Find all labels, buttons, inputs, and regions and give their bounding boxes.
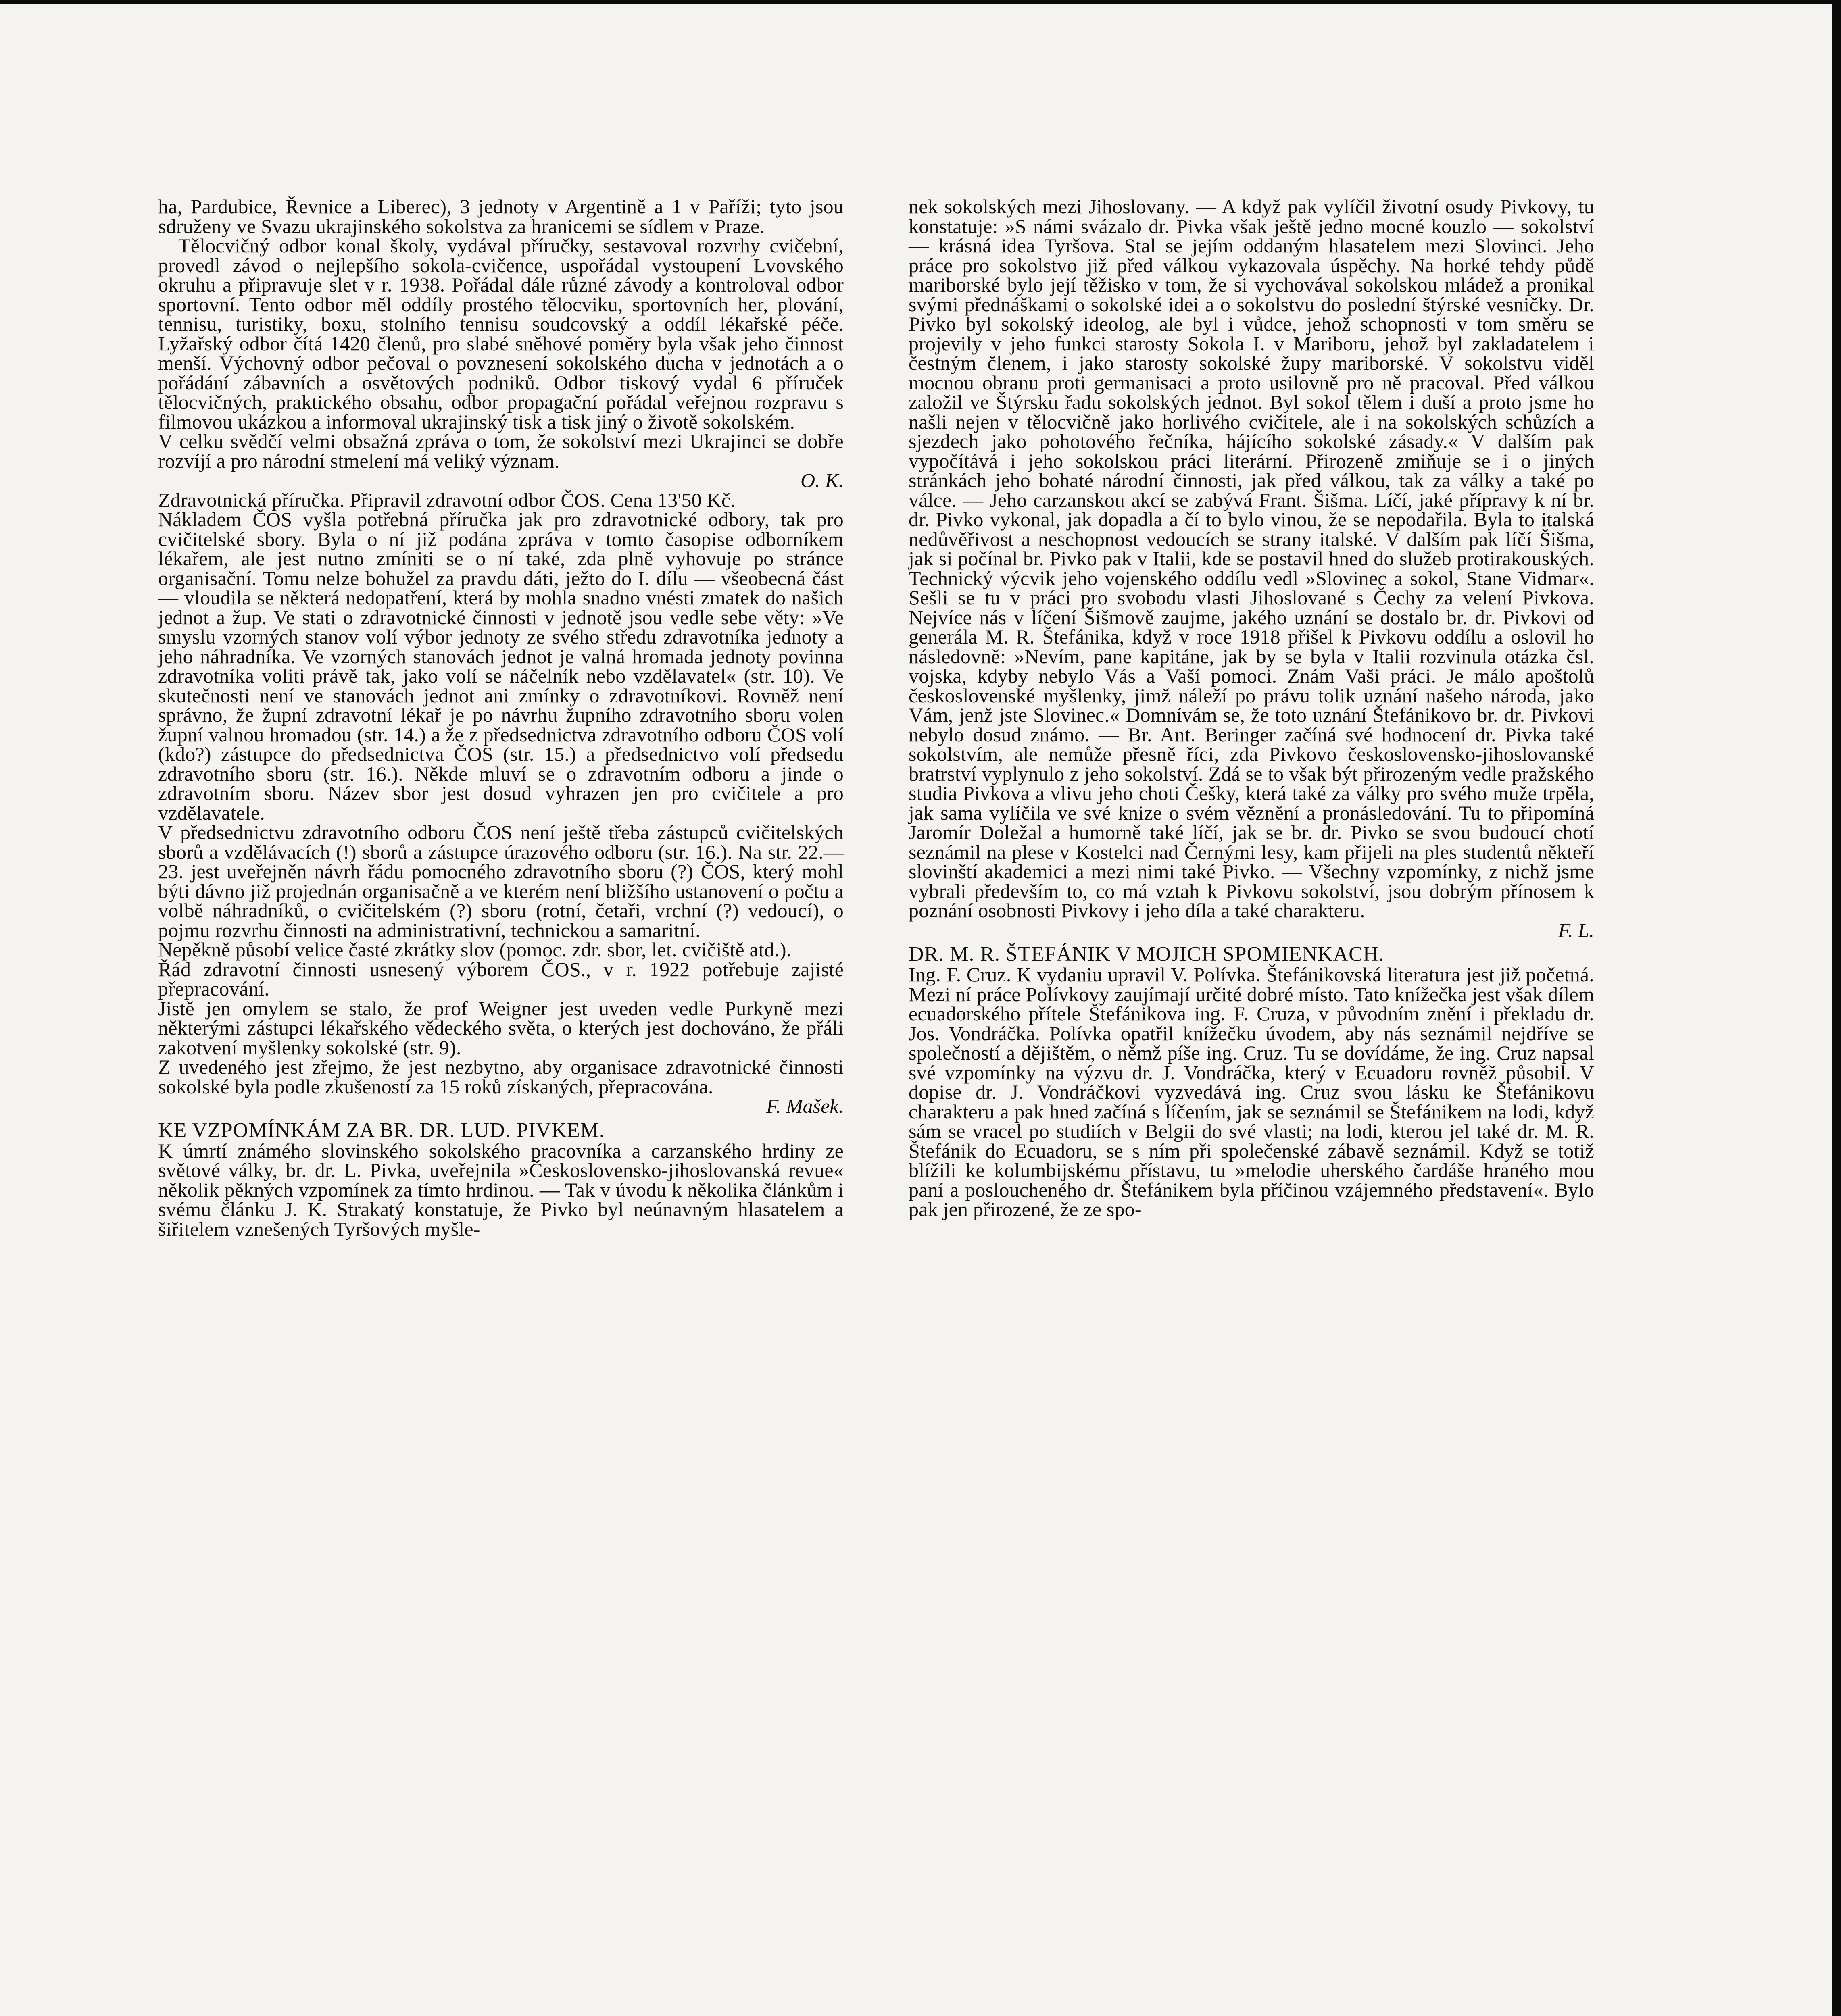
paragraph: Nákladem ČOS vyšla potřebná příručka jak pro zdravotnické odbory, tak pro cvičitelské sbory. Byla o ní již podána zpráva v tomto časopise odborníkem lékařem, ale jest nutno zmíniti se o ní také, zda plně vyhovuje po stránce organisační. Tomu nelze bohužel za pravdu dáti, ježto do I. dílu — všeobecná část — vloudila se některá nedopatření, která by mohla snadno vnésti zmatek do našich jednot a žup. Ve stati o zdravotnické činnosti v jednotě jsou vedle sebe věty: »Ve smyslu vzorných stanov volí výbor jednoty ze svého středu zdravotníka jednoty a jeho náhradníka. Ve vzorných stanovách jednot je valná hromada jednoty povinna zdravotníka voliti právě tak, jako volí se náčelník nebo vzdělavatel« (str. 10). Ve skutečnosti není ve stanovách jednot ani zmínky o zdravotníkovi. Rovněž není správno, že župní zdravotní lékař je po návrhu župního zdravotního sboru volen župní valnou hromadou (str. 14.) a že z předsednictva zdravotního odboru ČOS volí (kdo?) zástupce do předsednictva ČOS (str. 15.) a předsednictvo volí předsedu zdravotního sboru (str. 16.). Někde mluví se o zdravotním odboru a jinde o zdravotním sboru. Název sbor jest dosud vyhrazen jen pro cvičitele a pro vzdělavatele. — [158, 508, 844, 824]
paragraph: Ing. F. Cruz. K vydaniu upravil V. Polívka. Štefánikovská literatura jest již početná. Mezi ní práce Polívkovy zaujímají určité dobré místo. Tato knížečka jest však dílem ecuadorského přítele Štefánikova ing. F. Cruza, v původním znění i překladu dr. Jos. Vondráčka. Polívka opatřil knížečku úvodem, aby nás seznámil nejdříve se společností a dějištěm, o němž píše ing. Cruz. Tu se dovídáme, že ing. Cruz napsal své vzpomínky na výzvu dr. J. Vondráčka, který v Ecuadoru rovněž působil. V dopise dr. J. Vondráčkovi vyzvedává ing. Cruz svou lásku ke Štefánikovu charakteru a pak hned začíná s líčením, jak se seznámil se Štefánikem na lodi, když sám se vracel po studiích v Belgii do své vlasti; na lodi, kterou jel také dr. M. R. Štefánik do Ecuadoru, se s ním při společenské zábavě seznámil. Když se totiž blížili ke kolumbijskému přístavu, tu »melodie uherského čardáše hraného mou paní a posloucheného dr. Štefánikem byla příčinou vzájemného představení«. Bylo pak jen přirozené, že ze spo- — [909, 963, 1594, 1220]
right-column — [909, 197, 1594, 1219]
paragraph: Z uvedeného jest zřejmo, že jest nezbytno, aby organisace zdravotnické činnosti sokolské byla podle zkušeností za 15 roků získaných, přepracována. — [158, 1056, 844, 1098]
author-signature: F. Mašek. — [766, 1095, 844, 1117]
paragraph: Nepěkně působí velice časté zkrátky slov (pomoc. zdr. sbor, let. cvičiště atd.). — [158, 938, 792, 961]
scan-edge-top — [0, 0, 1841, 4]
scan-edge-right — [1832, 0, 1841, 2016]
section-heading: DR. M. R. ŠTEFÁNIK V MOJICH SPOMIENKACH. — [909, 943, 1384, 966]
left-column — [158, 197, 844, 1239]
paragraph: V celku svědčí velmi obsažná zpráva o tom, že sokolství mezi Ukrajinci se dobře rozvíjí a pro národní stmelení má veliký význam. — [158, 430, 844, 472]
paragraph: ha, Pardubice, Řevnice a Liberec), 3 jednoty v Argentině a 1 v Paříži; tyto jsou sdruženy ve Svazu ukrajinského sokolstva za hranicemi se sídlem v Praze. — [158, 195, 844, 237]
paragraph: Jistě jen omylem se stalo, že prof Weigner jest uveden vedle Purkyně mezi některými zástupci lékařského vědeckého světa, o kterých jest dochováno, že přáli zakotvení myšlenky sokolské (str. 9). — [158, 997, 844, 1059]
paragraph: nek sokolských mezi Jihoslovany. — A když pak vylíčil životní osudy Pivkovy, tu konstatuje: »S námi svázalo dr. Pivka však ještě jedno mocné kouzlo — sokolství — krásná idea Tyršova. Stal se jejím oddaným hlasatelem mezi Slovinci. Jeho práce pro sokolstvo již před válkou vykazovala úspěchy. Na horké tehdy půdě mariborské bylo její těžisko v tom, že si vychovával sokolskou mládež a pronikal svými přednáškami o sokolské idei a o sokolstvu do poslední štýrské vesničky. Dr. Pivko byl sokolský ideolog, ale byl i vůdce, jehož schopnosti v tom směru se projevily v jeho funkci starosty Sokola I. v Mariboru, jehož byl zakladatelem i čestným členem, i jako starosty sokolské župy mariborské. V sokolstvu viděl mocnou obranu proti germanisaci a proto usilovně pro ně pracoval. Před válkou založil ve Štýrsku řadu sokolských jednot. Byl sokol tělem i duší a proto jsme ho našli nejen v tělocvičně jako horlivého cvičitele, ale i na sokolských schůzích a sjezdech jako pohotového řečníka, hájícího sokolské zásady.« V dalším pak vypočítává i jeho sokolskou práci literární. Přirozeně zmiňuje se i o jiných stránkách jeho bohaté národní činnosti, jak před válkou, tak za války a také po válce. — Jeho carzanskou akcí se zabývá Frant. Šišma. Líčí, jaké přípravy k ní br. dr. Pivko vykonal, jak dopadla a čí to bylo vinou, že se nepodařila. Byla to italská nedůvěřivost a neschopnost vedoucích se strany italské. V dalším pak líčí Šišma, jak si počínal br. Pivko pak v Italii, kde se postavil hned do služeb protirakouských. Technický výcvik jeho vojenského oddílu vedl »Slovinec a sokol, Stane Vidmar«. Sešli se tu v práci pro svobodu vlasti Jihoslované s Čechy za velení Pivkova. Nejvíce nás v líčení Šišmově zaujme, jakého uznání se dostalo br. dr. Pivkovi od generála M. R. Štefánika, když v roce 1918 přišel k Pivkovu oddílu a oslovil ho následovně: »Nevím, pane kapitáne, jak by se byla v Italii rozvinula otázka čsl. vojska, kdyby nebylo Vás a Vaší pomoci. Znám Vaši práci. Je málo apoštolů československé myšlenky, jimž náleží po právu tolik uznání našeho národa, jako Vám, jenž jste Slovinec.« Domnívám se, že toto uznání Štefánikovo br. dr. Pivkovi nebylo dosud známo. — Br. Ant. Beringer začíná své hodnocení dr. Pivka také sokolstvím, ale nemůže přesně říci, zda Pivkovo československo-jihoslovanské bratrství vyplynulo z jeho sokolství. Zdá se to však být přirozeným vedle pražského studia Pivkova a vlivu jeho choti Češky, která také za války pro svého muže trpěla, jak sama vylíčila ve své knize o svém věznění a pronásledování. Tu to připomíná Jaromír Doležal a humorně také líčí, jak se br. dr. Pivko se svou budoucí chotí seznámil na plese v Kostelci nad Černými lesy, kam přijeli na ples studentů někteří slovinští akademici a mezi nimi také Pivko. — Všechny vzpomínky, z nichž jsme vybrali především to, co má vztah k Pivkovu sokolství, jsou dobrým přínosem k poznání osobnosti Pivkovy i jeho díla a také charakteru. — [909, 195, 1594, 922]
paragraph: K úmrtí známého slovinského sokolského pracovníka a carzanského hrdiny ze světové války, br. dr. L. Pivka, uveřejnila »Československo-jihoslovanská revue« několik pěkných vzpomínek za tímto hrdinou. — Tak v úvodu k několika článkům i svému článku J. K. Strakatý konstatuje, že Pivko byl neúnavným hlasatelem a šiřitelem vznešených Tyršových myšle- — [158, 1139, 844, 1240]
paragraph: Tělocvičný odbor konal školy, vydával příručky, sestavoval rozvrhy cvičební, provedl závod o nejlepšího sokola-cvičence, uspořádal vystoupení Lvovského okruhu a připravuje slet v r. 1938. Pořádal dále různé závody a kontroloval odbor sportovní. Tento odbor měl oddíly prostého tělocviku, sportovních her, plování, tennisu, turistiky, boxu, stolního tennisu soudcovský a oddíl lékařské péče. Lyžařský odbor čítá 1420 členů, pro slabé sněhové poměry byla však jeho činnost menší. Výchovný odbor pečoval o povznesení sokolského ducha v jednotách a o pořádání zábavních a osvětových podniků. Odbor tiskový vydal 6 příruček tělocvičných, praktického obsahu, odbor propagační pořádal veřejnou rozpravu s filmovou ukázkou a informoval ukrajinský tisk a tisk jiný o životě sokolském. — [158, 234, 844, 433]
section-heading: KE VZPOMÍNKÁM ZA BR. DR. LUD. PIVKEM. — [158, 1118, 605, 1142]
paragraph: V předsednictvu zdravotního odboru ČOS není ještě třeba zástupců cvičitelských sborů a vzdělávacích (!) sborů a zástupce úrazového odboru (str. 16.). Na str. 22.—23. jest uveřejněn návrh řádu pomocného zdravotního sboru (?) ČOS, který mohl býti dávno již projednán organisačně a ve kterém není bližšího ustanovení o počtu a volbě náhradníků, o cvičitelském (?) sboru (rotní, četaři, vrchní (?) vedoucí), o pojmu rozvrhu činnosti na administrativní, technickou a samaritní. — [158, 821, 844, 941]
paragraph: Řád zdravotní činnosti usnesený výborem ČOS., v r. 1922 potřebuje zajisté přepracování. — [158, 958, 844, 1000]
author-signature: F. L. — [1558, 918, 1594, 941]
review-title-paragraph: Zdravotnická příručka. Připravil zdravotní odbor ČOS. Cena 13'50 Kč. — [158, 488, 736, 511]
author-signature: O. K. — [801, 469, 844, 492]
